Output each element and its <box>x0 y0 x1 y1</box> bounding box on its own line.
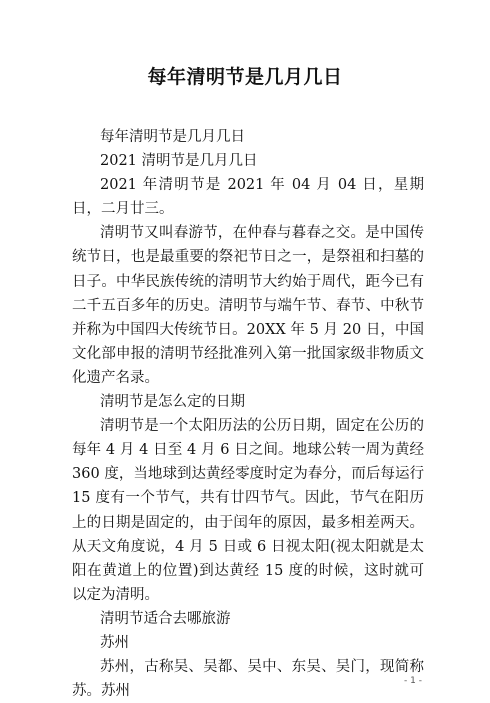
document-title: 每年清明节是几月几日 <box>147 66 343 88</box>
paragraph-date-2021: 2021 年清明节是 2021 年 04 月 04 日，星期日，二月廿三。 <box>72 177 424 218</box>
paragraph-travel-heading: 清明节适合去哪旅游 <box>100 610 231 627</box>
paragraph-date-explanation: 清明节是一个太阳历法的公历日期，固定在公历的每年 4 月 4 日至 4 月 6 日之间。地球公转一周为黄经 360 度，当地球到达黄经零度时定为春分，而后每运行 15 度有一个节气，共有廿四节气。因此，节气在阳历上的日期是固定的，由于闰年的原因，最多相差两天。从天文角度说，4 月 5 日或 6 日视太阳(视太阳就是太阳在黄道上的位置)到达黄经 15 度的时候，这时就可以定为清明。 <box>72 418 424 603</box>
document-body <box>72 125 424 703</box>
paragraph-heading-line: 每年清明节是几月几日 <box>100 129 245 145</box>
paragraph-date-heading: 清明节是怎么定的日期 <box>100 394 245 411</box>
page-number: - 1 - <box>404 676 422 686</box>
paragraph-subheading-2021: 2021 清明节是几月几日 <box>100 153 258 170</box>
paragraph-suzhou-text: 苏州，古称吴、吴都、吴中、东吴、吴门，现简称苏。苏州 <box>72 659 424 700</box>
paragraph-qingming-intro: 清明节又叫春游节，在仲春与暮春之交。是中国传统节日，也是最重要的祭祀节日之一，是祭祖和扫墓的日子。中华民族传统的清明节大约始于周代，距今已有二千五百多年的历史。清明节与端午节、春节、中秋节并称为中国四大传统节日。20XX 年 5 月 20 日，中国文化部申报的清明节经批准列入第一批国家级非物质文化遗产名录。 <box>72 225 424 386</box>
paragraph-suzhou-heading: 苏州 <box>100 634 129 651</box>
